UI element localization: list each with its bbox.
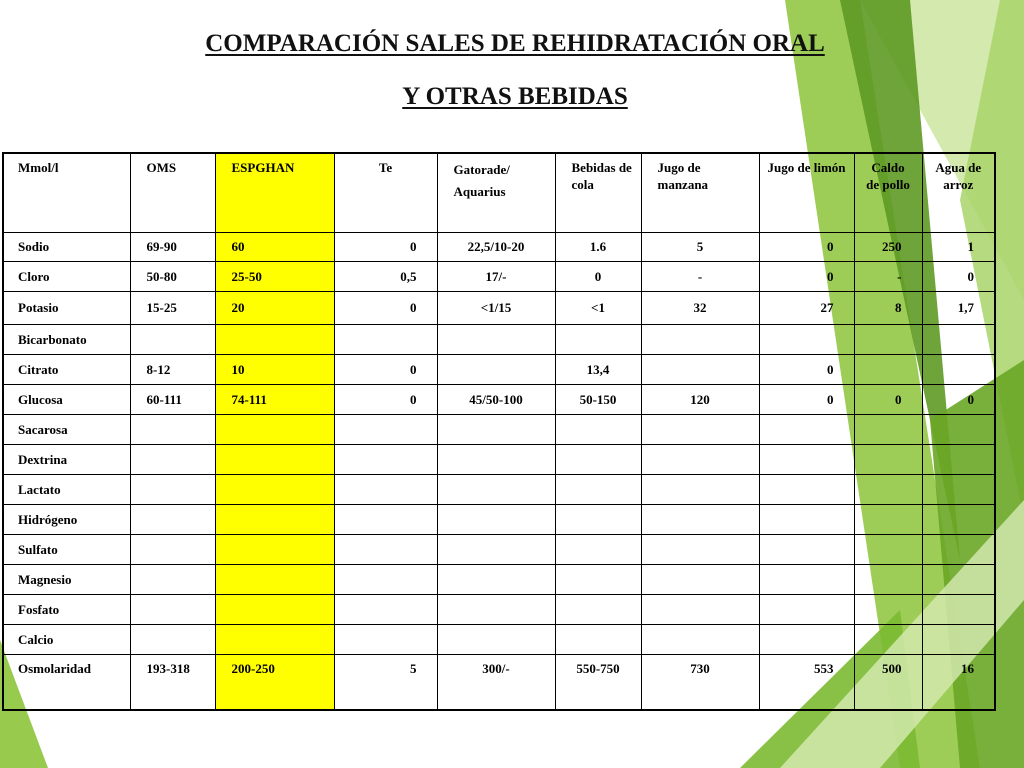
table-row-fosfato <box>3 595 995 625</box>
cell-gatorade <box>437 595 555 625</box>
cell-cola <box>555 595 641 625</box>
cell-arroz: 1,7 <box>922 292 995 325</box>
cell-manzana <box>641 325 759 355</box>
cell-arroz <box>922 505 995 535</box>
cell-caldo: 250 <box>854 233 922 262</box>
cell-te <box>334 475 437 505</box>
cell-cola: 550-750 <box>555 655 641 711</box>
table-row-magnesio <box>3 565 995 595</box>
cell-oms <box>130 595 215 625</box>
cell-name: Lactato <box>3 475 130 505</box>
header-gatorade <box>437 153 555 233</box>
title-line-1: COMPARACIÓN SALES DE REHIDRATACIÓN ORAL <box>205 30 825 57</box>
cell-oms <box>130 475 215 505</box>
cell-manzana: 5 <box>641 233 759 262</box>
table-row-sacarosa <box>3 415 995 445</box>
table-row-bicarbonato <box>3 325 995 355</box>
header-limon: Jugo de limón <box>759 153 854 233</box>
cell-te: 5 <box>334 655 437 711</box>
cell-arroz: 0 <box>922 262 995 292</box>
table-row-cloro <box>3 262 995 292</box>
cell-name: Dextrina <box>3 445 130 475</box>
cell-gatorade <box>437 355 555 385</box>
cell-name: Sodio <box>3 233 130 262</box>
cell-gatorade: <1/15 <box>437 292 555 325</box>
cell-oms <box>130 565 215 595</box>
cell-cola <box>555 505 641 535</box>
cell-te <box>334 445 437 475</box>
cell-name: Sulfato <box>3 535 130 565</box>
cell-arroz: 1 <box>922 233 995 262</box>
cell-cola <box>555 415 641 445</box>
cell-limon <box>759 475 854 505</box>
cell-name: Hidrógeno <box>3 505 130 535</box>
cell-limon: 553 <box>759 655 854 711</box>
cell-caldo <box>854 325 922 355</box>
table-row-lactato <box>3 475 995 505</box>
cell-oms <box>130 625 215 655</box>
cell-limon <box>759 565 854 595</box>
header-oms: OMS <box>130 153 215 233</box>
cell-caldo <box>854 535 922 565</box>
cell-name: Cloro <box>3 262 130 292</box>
cell-espghan <box>215 535 334 565</box>
header-te: Te <box>334 153 437 233</box>
cell-te <box>334 565 437 595</box>
cell-te: 0 <box>334 233 437 262</box>
table-row-glucosa <box>3 385 995 415</box>
cell-cola: 50-150 <box>555 385 641 415</box>
cell-oms: 69-90 <box>130 233 215 262</box>
cell-te <box>334 595 437 625</box>
cell-limon <box>759 325 854 355</box>
cell-manzana <box>641 625 759 655</box>
cell-limon <box>759 535 854 565</box>
cell-name: Fosfato <box>3 595 130 625</box>
cell-espghan <box>215 595 334 625</box>
cell-arroz <box>922 355 995 385</box>
cell-caldo <box>854 625 922 655</box>
cell-limon <box>759 625 854 655</box>
cell-espghan: 200-250 <box>215 655 334 711</box>
header-gatorade-line2: Aquarius <box>453 184 506 199</box>
cell-name: Magnesio <box>3 565 130 595</box>
cell-limon: 0 <box>759 233 854 262</box>
cell-gatorade: 22,5/10-20 <box>437 233 555 262</box>
cell-caldo <box>854 415 922 445</box>
cell-manzana: 32 <box>641 292 759 325</box>
header-cola: Bebidas de cola <box>555 153 641 233</box>
cell-manzana: 730 <box>641 655 759 711</box>
cell-te <box>334 415 437 445</box>
cell-gatorade <box>437 535 555 565</box>
cell-espghan <box>215 475 334 505</box>
cell-oms: 193-318 <box>130 655 215 711</box>
cell-oms <box>130 325 215 355</box>
cell-gatorade <box>437 625 555 655</box>
header-espghan: ESPGHAN <box>215 153 334 233</box>
cell-caldo: - <box>854 262 922 292</box>
cell-arroz: 0 <box>922 385 995 415</box>
cell-manzana <box>641 595 759 625</box>
cell-limon: 0 <box>759 355 854 385</box>
cell-arroz <box>922 535 995 565</box>
cell-limon: 27 <box>759 292 854 325</box>
table-row-sulfato <box>3 535 995 565</box>
cell-limon: 0 <box>759 385 854 415</box>
cell-oms <box>130 535 215 565</box>
cell-cola <box>555 625 641 655</box>
cell-gatorade <box>437 505 555 535</box>
cell-gatorade: 45/50-100 <box>437 385 555 415</box>
cell-manzana <box>641 475 759 505</box>
cell-caldo: 500 <box>854 655 922 711</box>
cell-cola: 1.6 <box>555 233 641 262</box>
cell-te <box>334 505 437 535</box>
cell-gatorade <box>437 325 555 355</box>
table-row-hidrógeno <box>3 505 995 535</box>
cell-manzana <box>641 415 759 445</box>
cell-manzana <box>641 535 759 565</box>
cell-cola: 13,4 <box>555 355 641 385</box>
cell-cola: <1 <box>555 292 641 325</box>
cell-manzana <box>641 505 759 535</box>
header-arroz: Agua de arroz <box>922 153 995 233</box>
table-row-dextrina <box>3 445 995 475</box>
cell-name: Sacarosa <box>3 415 130 445</box>
cell-espghan <box>215 325 334 355</box>
cell-arroz <box>922 595 995 625</box>
cell-te <box>334 325 437 355</box>
cell-oms: 15-25 <box>130 292 215 325</box>
cell-cola <box>555 445 641 475</box>
cell-name: Glucosa <box>3 385 130 415</box>
cell-name: Citrato <box>3 355 130 385</box>
cell-caldo: 0 <box>854 385 922 415</box>
comparison-table <box>2 152 996 711</box>
header-gatorade-line1: Gatorade/ <box>453 162 510 177</box>
cell-manzana: 120 <box>641 385 759 415</box>
cell-espghan: 60 <box>215 233 334 262</box>
cell-cola <box>555 565 641 595</box>
cell-cola: 0 <box>555 262 641 292</box>
cell-manzana: - <box>641 262 759 292</box>
cell-arroz <box>922 325 995 355</box>
cell-espghan: 20 <box>215 292 334 325</box>
header-caldo: Caldo de pollo <box>854 153 922 233</box>
cell-te: 0 <box>334 355 437 385</box>
cell-arroz <box>922 415 995 445</box>
cell-gatorade <box>437 565 555 595</box>
cell-gatorade <box>437 445 555 475</box>
cell-oms <box>130 415 215 445</box>
cell-limon <box>759 445 854 475</box>
cell-gatorade <box>437 415 555 445</box>
cell-arroz <box>922 565 995 595</box>
cell-espghan: 74-111 <box>215 385 334 415</box>
header-manzana: Jugo de manzana <box>641 153 759 233</box>
cell-te: 0 <box>334 385 437 415</box>
cell-espghan <box>215 625 334 655</box>
cell-cola <box>555 535 641 565</box>
cell-oms: 60-111 <box>130 385 215 415</box>
cell-te: 0 <box>334 292 437 325</box>
cell-caldo <box>854 595 922 625</box>
cell-gatorade: 17/- <box>437 262 555 292</box>
cell-oms <box>130 505 215 535</box>
cell-cola <box>555 325 641 355</box>
cell-oms <box>130 445 215 475</box>
cell-arroz <box>922 445 995 475</box>
cell-limon <box>759 505 854 535</box>
cell-espghan <box>215 565 334 595</box>
cell-arroz: 16 <box>922 655 995 711</box>
cell-oms: 50-80 <box>130 262 215 292</box>
cell-limon <box>759 415 854 445</box>
cell-arroz <box>922 625 995 655</box>
cell-gatorade <box>437 475 555 505</box>
cell-caldo <box>854 445 922 475</box>
cell-te: 0,5 <box>334 262 437 292</box>
cell-name: Potasio <box>3 292 130 325</box>
cell-espghan <box>215 445 334 475</box>
cell-espghan: 25-50 <box>215 262 334 292</box>
cell-caldo <box>854 565 922 595</box>
cell-caldo <box>854 475 922 505</box>
cell-name: Osmolaridad <box>3 655 130 711</box>
table-row-calcio <box>3 625 995 655</box>
cell-caldo <box>854 505 922 535</box>
cell-manzana <box>641 565 759 595</box>
title-line-2: Y OTRAS BEBIDAS <box>402 83 628 110</box>
cell-oms: 8-12 <box>130 355 215 385</box>
cell-manzana <box>641 445 759 475</box>
cell-manzana <box>641 355 759 385</box>
cell-caldo: 8 <box>854 292 922 325</box>
header-row <box>3 153 995 233</box>
table-row-citrato <box>3 355 995 385</box>
header-mmol: Mmol/l <box>3 153 130 233</box>
cell-limon: 0 <box>759 262 854 292</box>
cell-cola <box>555 475 641 505</box>
table-row-potasio <box>3 292 995 325</box>
table-row-osmolaridad <box>3 655 995 711</box>
cell-espghan: 10 <box>215 355 334 385</box>
cell-limon <box>759 595 854 625</box>
cell-te <box>334 625 437 655</box>
cell-gatorade: 300/- <box>437 655 555 711</box>
cell-name: Bicarbonato <box>3 325 130 355</box>
cell-espghan <box>215 415 334 445</box>
cell-arroz <box>922 475 995 505</box>
cell-caldo <box>854 355 922 385</box>
cell-te <box>334 535 437 565</box>
cell-name: Calcio <box>3 625 130 655</box>
table-row-sodio <box>3 233 995 262</box>
cell-espghan <box>215 505 334 535</box>
